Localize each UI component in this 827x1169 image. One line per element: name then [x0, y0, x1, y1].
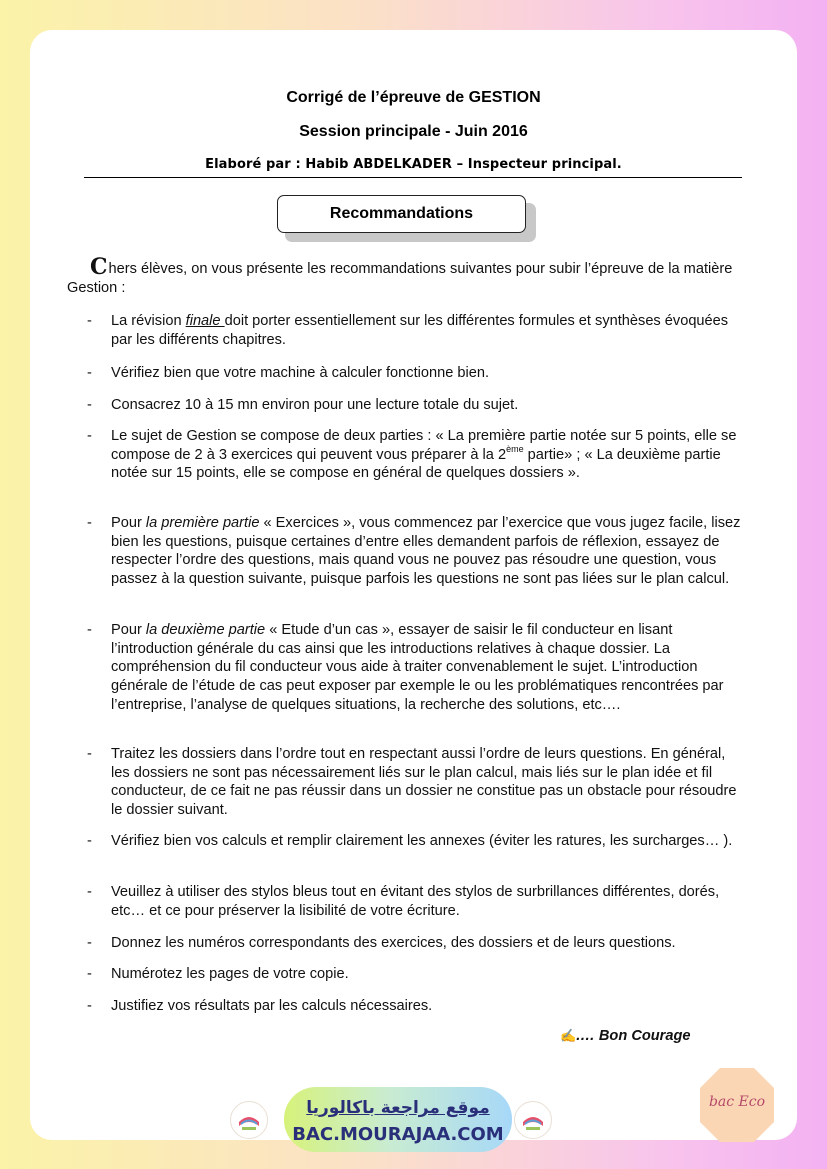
section-title-box: Recommandations — [277, 195, 526, 233]
item-superscript: ème — [506, 443, 524, 454]
bullet-dash: - — [87, 833, 92, 849]
item-text: Traitez les dossiers dans l’ordre tout en respectant aussi l’ordre de leurs questions. En général, les dossiers ne sont pas nécessairement liés sur le plan calcul, mais liés sur le plan idée et fil conducteur, de ce fait ne pas réussir dans un dossier ne constitue pas un obstacle pour résoudre le dossier suivant. — [111, 746, 737, 819]
site-banner[interactable] — [284, 1087, 512, 1152]
item-text-cont: partie» ; « La deuxième partie notée sur 15 points, elle se compose en général de quelques dossiers ». — [111, 446, 721, 482]
bullet-dash: - — [87, 622, 92, 638]
item-text: Donnez les numéros correspondants des exercices, des dossiers et de leurs questions. — [111, 935, 676, 951]
item-text: Vérifiez bien vos calculs et remplir clairement les annexes (éviter les ratures, les surcharges… ). — [111, 833, 733, 849]
header-divider — [84, 177, 742, 178]
bullet-dash: - — [87, 884, 92, 900]
bullet-dash: - — [87, 998, 92, 1014]
site-url[interactable]: BAC.MOURAJAA.COM — [292, 1124, 504, 1145]
author-line: Elaboré par : Habib ABDELKADER – Inspecteur principal. — [205, 157, 622, 172]
bullet-dash: - — [87, 313, 92, 329]
item-text-cont: « Exercices », vous commencez par l’exercice que vous jugez facile, lisez bien les questions, puisque certaines d’entre elles demandent parfois de réflexion, essayez de respecter l’ordre des questions, mais quand vous ne pouvez pas résoudre une question, vous passez à la question suivante, puisque parfois les questions ne sont pas liées sur le plan calcul. — [111, 515, 741, 588]
intro-dropcap: C — [90, 254, 108, 280]
bullet-dash: - — [87, 365, 92, 381]
site-logo-icon — [230, 1101, 268, 1139]
intro-text: hers élèves, on vous présente les recommandations suivantes pour subir l’épreuve de la matière Gestion : — [67, 261, 733, 296]
bullet-dash: - — [87, 966, 92, 982]
bac-eco-text: bac Eco — [708, 1094, 766, 1110]
closing-line — [560, 1028, 691, 1044]
item-text: Justifiez vos résultats par les calculs nécessaires. — [111, 998, 433, 1014]
bullet-dash: - — [87, 746, 92, 762]
item-text: Pour — [111, 515, 146, 531]
item-text: Consacrez 10 à 15 mn environ pour une lecture totale du sujet. — [111, 397, 519, 413]
item-emphasis: la deuxième partie — [145, 622, 266, 638]
bullet-dash: - — [87, 515, 92, 531]
site-logo-icon — [514, 1101, 552, 1139]
item-text-cont: « Etude d’un cas », essayer de saisir le fil conducteur en lisant l’introduction générale du cas ainsi que les introductions relatives à chaque dossier. La compréhension du fil conducteur vous aide à traiter convenablement le sujet. L’introduction générale de l’étude de cas peut exposer par exemple le ou les problématiques rencontrées par l’entreprise, l’analyse de quelques situations, la recherche des solutions, etc…. — [111, 622, 724, 713]
item-text: La révision — [111, 313, 186, 329]
item-text: Veuillez à utiliser des stylos bleus tout en évitant des stylos de surbrillances différentes, dorés, etc… et ce pour préserver la lisibilité de votre écriture. — [111, 884, 720, 919]
bac-eco-badge — [698, 1066, 776, 1144]
document-title: Corrigé de l’épreuve de GESTION — [286, 89, 541, 106]
bullet-dash: - — [87, 428, 92, 444]
bullet-dash: - — [87, 935, 92, 951]
session-title: Session principale - Juin 2016 — [299, 123, 528, 140]
item-text: Pour — [111, 622, 146, 638]
item-text-cont: doit porter essentiellement sur les différentes formules et synthèses évoquées par les différents chapitres. — [111, 313, 729, 348]
item-emphasis: la première partie — [145, 515, 260, 531]
item-text: Numérotez les pages de votre copie. — [111, 966, 349, 982]
bullet-dash: - — [87, 397, 92, 413]
intro-paragraph — [67, 254, 747, 298]
item-text: Le sujet de Gestion se compose de deux parties : « La première partie notée sur 5 points, elle se compose de 2 à 3 exercices qui peuvent vous préparer à la 2 — [111, 428, 737, 463]
item-emphasis: finale — [185, 313, 225, 329]
writing-hand-icon: ✍ — [560, 1028, 577, 1043]
item-text: Vérifiez bien que votre machine à calculer fonctionne bien. — [111, 365, 490, 381]
closing-text: .… Bon Courage — [576, 1028, 691, 1044]
site-arabic-name: موقع مراجعة باكالوريا — [306, 1098, 490, 1118]
